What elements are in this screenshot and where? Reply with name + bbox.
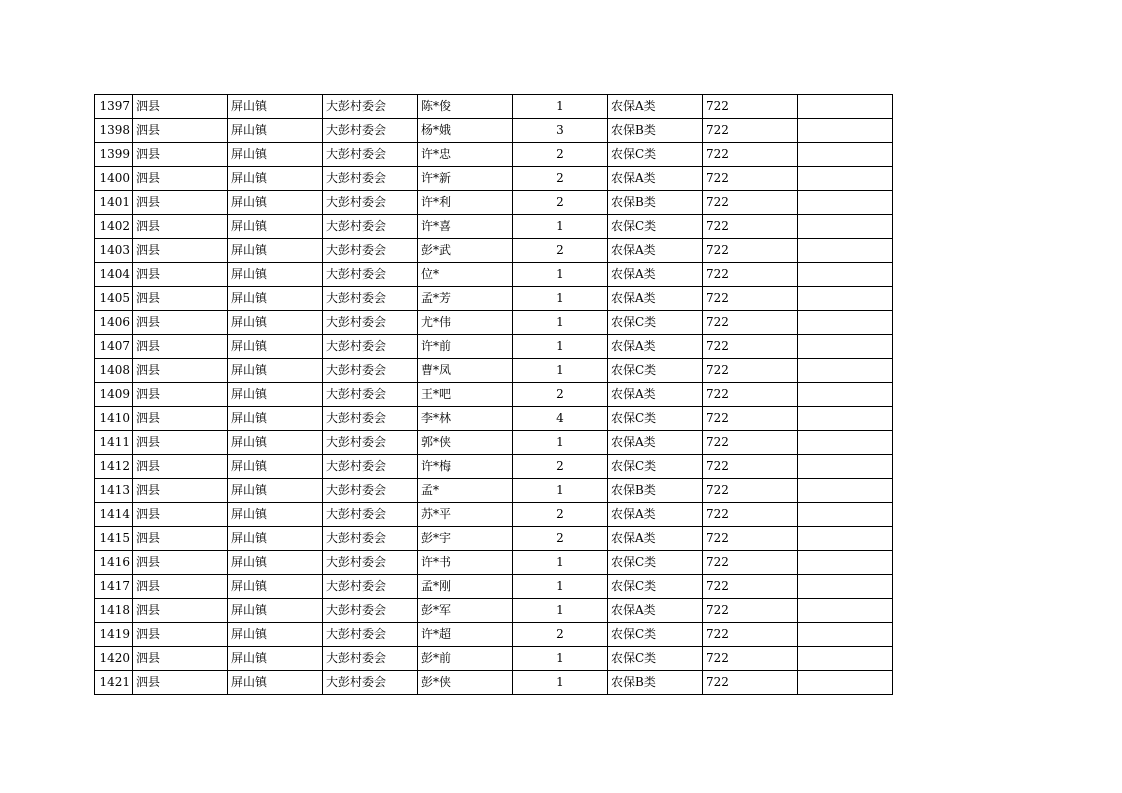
village-cell: 大彭村委会	[323, 359, 418, 383]
note-cell	[798, 599, 893, 623]
row-number-cell: 1406	[95, 311, 133, 335]
village-cell: 大彭村委会	[323, 503, 418, 527]
table-row	[95, 263, 893, 287]
insurance-type-cell: 农保A类	[608, 599, 703, 623]
village-cell: 大彭村委会	[323, 431, 418, 455]
town-cell: 屏山镇	[228, 335, 323, 359]
household-count-cell: 2	[513, 143, 608, 167]
village-cell: 大彭村委会	[323, 575, 418, 599]
name-cell: 孟*芳	[418, 287, 513, 311]
town-cell: 屏山镇	[228, 143, 323, 167]
town-cell: 屏山镇	[228, 623, 323, 647]
town-cell: 屏山镇	[228, 527, 323, 551]
amount-cell: 722	[703, 623, 798, 647]
row-number-cell: 1404	[95, 263, 133, 287]
name-cell: 彭*军	[418, 599, 513, 623]
household-count-cell: 3	[513, 119, 608, 143]
town-cell: 屏山镇	[228, 215, 323, 239]
county-cell: 泗县	[133, 503, 228, 527]
household-count-cell: 1	[513, 95, 608, 119]
household-count-cell: 2	[513, 383, 608, 407]
row-number-cell: 1418	[95, 599, 133, 623]
table-row	[95, 191, 893, 215]
row-number-cell: 1414	[95, 503, 133, 527]
household-count-cell: 1	[513, 359, 608, 383]
table-row	[95, 503, 893, 527]
town-cell: 屏山镇	[228, 359, 323, 383]
row-number-cell: 1419	[95, 623, 133, 647]
name-cell: 彭*侠	[418, 671, 513, 695]
name-cell: 杨*娥	[418, 119, 513, 143]
table-row	[95, 383, 893, 407]
town-cell: 屏山镇	[228, 431, 323, 455]
note-cell	[798, 431, 893, 455]
insurance-type-cell: 农保C类	[608, 647, 703, 671]
row-number-cell: 1421	[95, 671, 133, 695]
row-number-cell: 1409	[95, 383, 133, 407]
table-row	[95, 359, 893, 383]
name-cell: 彭*宇	[418, 527, 513, 551]
insurance-type-cell: 农保C类	[608, 143, 703, 167]
amount-cell: 722	[703, 95, 798, 119]
county-cell: 泗县	[133, 191, 228, 215]
insurance-type-cell: 农保C类	[608, 623, 703, 647]
county-cell: 泗县	[133, 407, 228, 431]
amount-cell: 722	[703, 431, 798, 455]
household-count-cell: 1	[513, 311, 608, 335]
town-cell: 屏山镇	[228, 119, 323, 143]
county-cell: 泗县	[133, 455, 228, 479]
row-number-cell: 1399	[95, 143, 133, 167]
village-cell: 大彭村委会	[323, 263, 418, 287]
row-number-cell: 1408	[95, 359, 133, 383]
table-body	[95, 95, 893, 695]
county-cell: 泗县	[133, 479, 228, 503]
table-row	[95, 407, 893, 431]
insurance-type-cell: 农保C类	[608, 575, 703, 599]
note-cell	[798, 239, 893, 263]
insurance-type-cell: 农保C类	[608, 455, 703, 479]
insurance-type-cell: 农保B类	[608, 671, 703, 695]
amount-cell: 722	[703, 647, 798, 671]
insurance-type-cell: 农保B类	[608, 191, 703, 215]
household-count-cell: 2	[513, 167, 608, 191]
table-row	[95, 455, 893, 479]
county-cell: 泗县	[133, 263, 228, 287]
town-cell: 屏山镇	[228, 455, 323, 479]
name-cell: 郭*侠	[418, 431, 513, 455]
town-cell: 屏山镇	[228, 383, 323, 407]
row-number-cell: 1397	[95, 95, 133, 119]
household-count-cell: 1	[513, 431, 608, 455]
note-cell	[798, 671, 893, 695]
village-cell: 大彭村委会	[323, 551, 418, 575]
household-count-cell: 2	[513, 623, 608, 647]
amount-cell: 722	[703, 383, 798, 407]
insurance-type-cell: 农保A类	[608, 527, 703, 551]
name-cell: 李*林	[418, 407, 513, 431]
note-cell	[798, 335, 893, 359]
village-cell: 大彭村委会	[323, 119, 418, 143]
row-number-cell: 1415	[95, 527, 133, 551]
amount-cell: 722	[703, 599, 798, 623]
row-number-cell: 1398	[95, 119, 133, 143]
county-cell: 泗县	[133, 335, 228, 359]
table-row	[95, 119, 893, 143]
note-cell	[798, 479, 893, 503]
county-cell: 泗县	[133, 383, 228, 407]
village-cell: 大彭村委会	[323, 479, 418, 503]
household-count-cell: 1	[513, 215, 608, 239]
village-cell: 大彭村委会	[323, 95, 418, 119]
note-cell	[798, 623, 893, 647]
name-cell: 彭*武	[418, 239, 513, 263]
table-row	[95, 239, 893, 263]
table-row	[95, 671, 893, 695]
insurance-type-cell: 农保C类	[608, 407, 703, 431]
row-number-cell: 1405	[95, 287, 133, 311]
note-cell	[798, 143, 893, 167]
name-cell: 王*吧	[418, 383, 513, 407]
town-cell: 屏山镇	[228, 191, 323, 215]
town-cell: 屏山镇	[228, 479, 323, 503]
note-cell	[798, 407, 893, 431]
county-cell: 泗县	[133, 527, 228, 551]
village-cell: 大彭村委会	[323, 143, 418, 167]
table-row	[95, 311, 893, 335]
insurance-type-cell: 农保C类	[608, 551, 703, 575]
note-cell	[798, 455, 893, 479]
table-row	[95, 287, 893, 311]
county-cell: 泗县	[133, 167, 228, 191]
note-cell	[798, 119, 893, 143]
village-cell: 大彭村委会	[323, 383, 418, 407]
name-cell: 许*书	[418, 551, 513, 575]
town-cell: 屏山镇	[228, 167, 323, 191]
name-cell: 许*新	[418, 167, 513, 191]
insurance-type-cell: 农保A类	[608, 263, 703, 287]
table-row	[95, 215, 893, 239]
amount-cell: 722	[703, 215, 798, 239]
town-cell: 屏山镇	[228, 647, 323, 671]
note-cell	[798, 95, 893, 119]
town-cell: 屏山镇	[228, 287, 323, 311]
note-cell	[798, 191, 893, 215]
name-cell: 尤*伟	[418, 311, 513, 335]
note-cell	[798, 647, 893, 671]
village-cell: 大彭村委会	[323, 215, 418, 239]
insurance-type-cell: 农保A类	[608, 287, 703, 311]
table-row	[95, 479, 893, 503]
table-row	[95, 527, 893, 551]
data-table	[94, 94, 893, 695]
table-row	[95, 431, 893, 455]
amount-cell: 722	[703, 167, 798, 191]
county-cell: 泗县	[133, 431, 228, 455]
insurance-type-cell: 农保A类	[608, 239, 703, 263]
name-cell: 许*前	[418, 335, 513, 359]
note-cell	[798, 263, 893, 287]
row-number-cell: 1413	[95, 479, 133, 503]
table-row	[95, 575, 893, 599]
name-cell: 许*忠	[418, 143, 513, 167]
amount-cell: 722	[703, 527, 798, 551]
household-count-cell: 2	[513, 455, 608, 479]
household-count-cell: 1	[513, 263, 608, 287]
village-cell: 大彭村委会	[323, 335, 418, 359]
town-cell: 屏山镇	[228, 551, 323, 575]
name-cell: 陈*俊	[418, 95, 513, 119]
county-cell: 泗县	[133, 215, 228, 239]
table-row	[95, 647, 893, 671]
insurance-type-cell: 农保C类	[608, 215, 703, 239]
note-cell	[798, 287, 893, 311]
household-count-cell: 1	[513, 671, 608, 695]
table-row	[95, 335, 893, 359]
name-cell: 曹*凤	[418, 359, 513, 383]
village-cell: 大彭村委会	[323, 167, 418, 191]
county-cell: 泗县	[133, 359, 228, 383]
amount-cell: 722	[703, 239, 798, 263]
name-cell: 许*利	[418, 191, 513, 215]
county-cell: 泗县	[133, 599, 228, 623]
amount-cell: 722	[703, 263, 798, 287]
note-cell	[798, 359, 893, 383]
row-number-cell: 1410	[95, 407, 133, 431]
note-cell	[798, 527, 893, 551]
household-count-cell: 2	[513, 503, 608, 527]
note-cell	[798, 503, 893, 527]
household-count-cell: 1	[513, 575, 608, 599]
note-cell	[798, 215, 893, 239]
amount-cell: 722	[703, 359, 798, 383]
insurance-type-cell: 农保A类	[608, 383, 703, 407]
amount-cell: 722	[703, 503, 798, 527]
amount-cell: 722	[703, 287, 798, 311]
insurance-type-cell: 农保A类	[608, 95, 703, 119]
amount-cell: 722	[703, 455, 798, 479]
note-cell	[798, 383, 893, 407]
village-cell: 大彭村委会	[323, 311, 418, 335]
village-cell: 大彭村委会	[323, 671, 418, 695]
note-cell	[798, 551, 893, 575]
town-cell: 屏山镇	[228, 671, 323, 695]
row-number-cell: 1417	[95, 575, 133, 599]
name-cell: 孟*刚	[418, 575, 513, 599]
household-count-cell: 2	[513, 191, 608, 215]
row-number-cell: 1401	[95, 191, 133, 215]
insurance-type-cell: 农保A类	[608, 431, 703, 455]
note-cell	[798, 311, 893, 335]
row-number-cell: 1420	[95, 647, 133, 671]
insurance-type-cell: 农保C类	[608, 359, 703, 383]
row-number-cell: 1412	[95, 455, 133, 479]
town-cell: 屏山镇	[228, 503, 323, 527]
household-count-cell: 1	[513, 647, 608, 671]
county-cell: 泗县	[133, 575, 228, 599]
county-cell: 泗县	[133, 95, 228, 119]
village-cell: 大彭村委会	[323, 647, 418, 671]
village-cell: 大彭村委会	[323, 623, 418, 647]
county-cell: 泗县	[133, 623, 228, 647]
amount-cell: 722	[703, 311, 798, 335]
name-cell: 许*梅	[418, 455, 513, 479]
table-row	[95, 143, 893, 167]
household-count-cell: 1	[513, 335, 608, 359]
row-number-cell: 1416	[95, 551, 133, 575]
household-count-cell: 4	[513, 407, 608, 431]
village-cell: 大彭村委会	[323, 191, 418, 215]
county-cell: 泗县	[133, 119, 228, 143]
amount-cell: 722	[703, 551, 798, 575]
row-number-cell: 1403	[95, 239, 133, 263]
town-cell: 屏山镇	[228, 599, 323, 623]
amount-cell: 722	[703, 671, 798, 695]
town-cell: 屏山镇	[228, 311, 323, 335]
county-cell: 泗县	[133, 287, 228, 311]
village-cell: 大彭村委会	[323, 527, 418, 551]
note-cell	[798, 167, 893, 191]
county-cell: 泗县	[133, 239, 228, 263]
table-row	[95, 167, 893, 191]
insurance-type-cell: 农保A类	[608, 167, 703, 191]
household-count-cell: 1	[513, 479, 608, 503]
insurance-type-cell: 农保B类	[608, 119, 703, 143]
amount-cell: 722	[703, 143, 798, 167]
table-row	[95, 599, 893, 623]
table-row	[95, 95, 893, 119]
row-number-cell: 1402	[95, 215, 133, 239]
name-cell: 孟*	[418, 479, 513, 503]
county-cell: 泗县	[133, 143, 228, 167]
name-cell: 彭*前	[418, 647, 513, 671]
note-cell	[798, 575, 893, 599]
household-count-cell: 2	[513, 239, 608, 263]
town-cell: 屏山镇	[228, 95, 323, 119]
village-cell: 大彭村委会	[323, 239, 418, 263]
table-row	[95, 623, 893, 647]
amount-cell: 722	[703, 575, 798, 599]
household-count-cell: 1	[513, 287, 608, 311]
insurance-type-cell: 农保C类	[608, 311, 703, 335]
county-cell: 泗县	[133, 671, 228, 695]
town-cell: 屏山镇	[228, 239, 323, 263]
town-cell: 屏山镇	[228, 263, 323, 287]
amount-cell: 722	[703, 479, 798, 503]
household-count-cell: 1	[513, 599, 608, 623]
amount-cell: 722	[703, 191, 798, 215]
table-row	[95, 551, 893, 575]
amount-cell: 722	[703, 407, 798, 431]
row-number-cell: 1411	[95, 431, 133, 455]
village-cell: 大彭村委会	[323, 287, 418, 311]
county-cell: 泗县	[133, 551, 228, 575]
town-cell: 屏山镇	[228, 575, 323, 599]
household-count-cell: 1	[513, 551, 608, 575]
town-cell: 屏山镇	[228, 407, 323, 431]
insurance-type-cell: 农保A类	[608, 335, 703, 359]
village-cell: 大彭村委会	[323, 455, 418, 479]
village-cell: 大彭村委会	[323, 599, 418, 623]
household-count-cell: 2	[513, 527, 608, 551]
amount-cell: 722	[703, 119, 798, 143]
name-cell: 苏*平	[418, 503, 513, 527]
row-number-cell: 1407	[95, 335, 133, 359]
row-number-cell: 1400	[95, 167, 133, 191]
name-cell: 许*超	[418, 623, 513, 647]
amount-cell: 722	[703, 335, 798, 359]
county-cell: 泗县	[133, 311, 228, 335]
insurance-type-cell: 农保B类	[608, 479, 703, 503]
name-cell: 许*喜	[418, 215, 513, 239]
county-cell: 泗县	[133, 647, 228, 671]
name-cell: 位*	[418, 263, 513, 287]
village-cell: 大彭村委会	[323, 407, 418, 431]
insurance-type-cell: 农保A类	[608, 503, 703, 527]
